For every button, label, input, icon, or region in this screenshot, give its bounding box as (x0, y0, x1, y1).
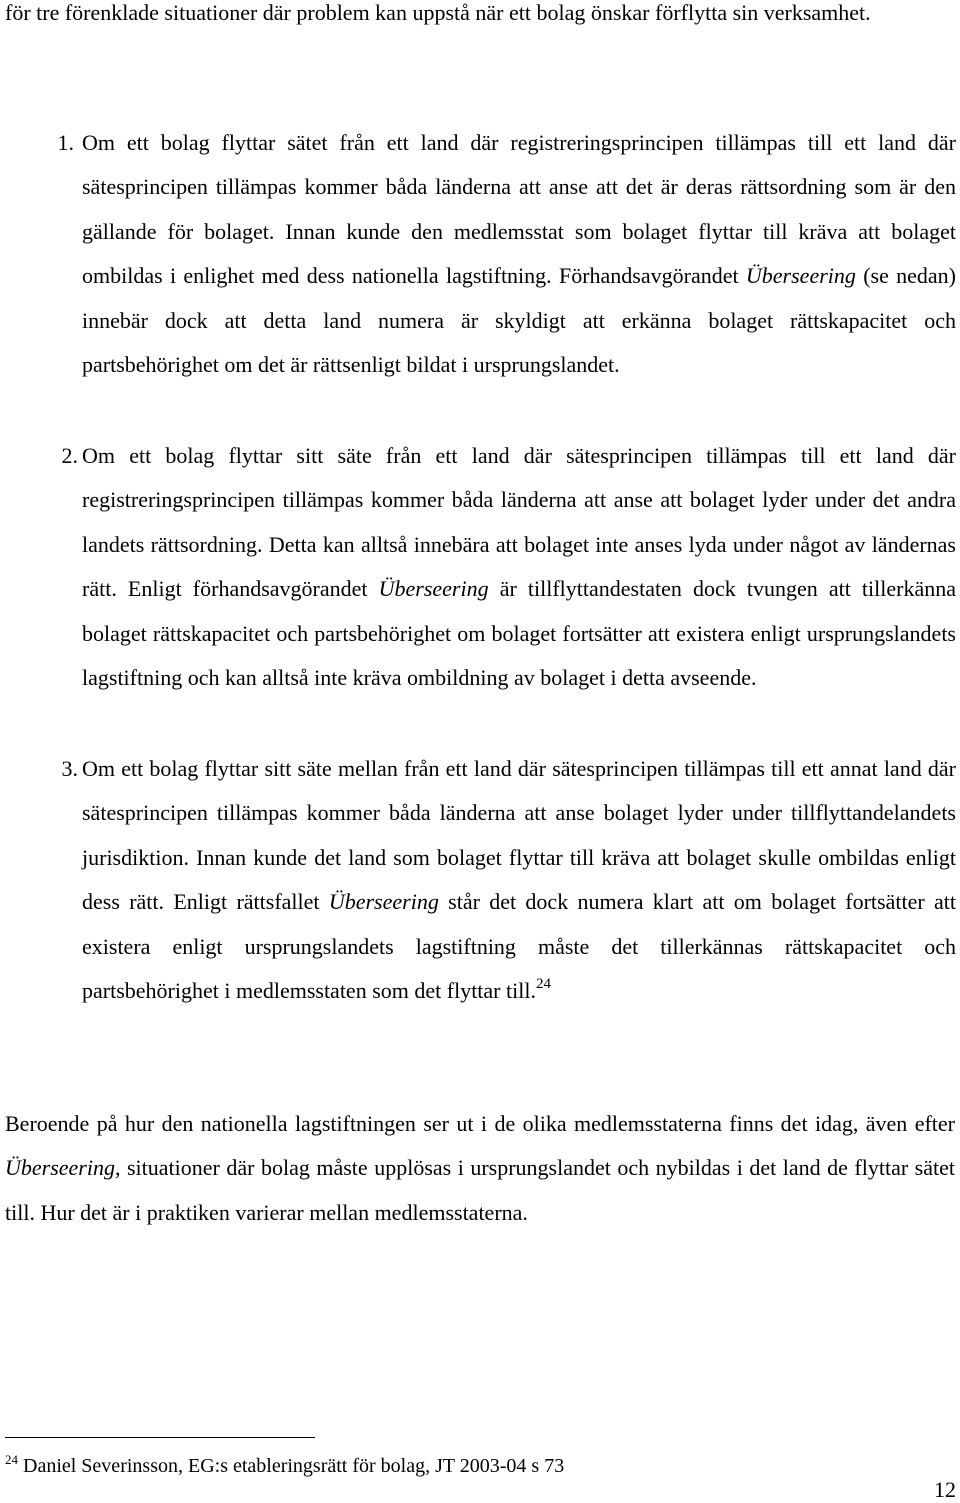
list-item-text: står det dock numera klart att om bolaget fortsätter att existera enligt ursprungslandets lagstiftning måste det tillerkännas rättskapacitet och partsbehörighet i medlemsstaten som det flyttar till. (82, 889, 956, 1004)
case-name: Überseering (378, 576, 489, 602)
list-item-text: är tillflyttandestaten dock tvungen att tillerkänna bolaget rättskapacitet och partsbehörighet om bolaget fortsätter att existera enligt ursprungslandets lagstiftning och kan alltså inte kräva ombildning av bolaget i detta avseende. (82, 576, 956, 691)
footnote-reference[interactable]: 24 (535, 976, 551, 993)
list-item-number: 3. (61, 756, 78, 781)
page-number: 12 (934, 1477, 956, 1502)
list-item (61, 747, 956, 1013)
intro-paragraph (5, 0, 955, 35)
case-name: Überseering (745, 263, 856, 289)
list-item (61, 434, 956, 700)
case-name: Überseering (328, 889, 439, 915)
case-name: Überseering (5, 1155, 115, 1181)
list-item-text: (se nedan) innebär dock att detta land numera är skyldigt att erkänna bolaget rättskapacitet och partsbehörighet om det är rättsenligt bildat i ursprungslandet. (82, 263, 957, 378)
closing-paragraph (5, 1102, 955, 1235)
list-item-text: Om ett bolag flyttar sätet från ett land där registreringsprincipen tillämpas till ett land där sätesprincipen tillämpas kommer båda länderna att anse att det är deras rättsordning som är den gällande för bolaget. Innan kunde den medlemsstat som bolaget flyttar till kräva att bolaget ombildas i enlighet med dess nationella lagstiftning. Förhandsavgörandet (82, 130, 956, 289)
footnote-number: 24 (5, 1452, 18, 1467)
closing-text: Beroende på hur den nationella lagstiftningen ser ut i de olika medlemsstaterna finns det idag, även efter (5, 1111, 955, 1136)
footnote-divider (5, 1437, 315, 1438)
list-item-number: 1. (57, 130, 74, 155)
closing-text: , situationer där bolag måste upplösas i ursprungslandet och nybildas i det land de flyttar sätet till. Hur det är i praktiken varierar mellan medlemsstaterna. (5, 1155, 955, 1225)
list-item-text: Om ett bolag flyttar sitt säte från ett land där sätesprincipen tillämpas till ett land där registreringsprincipen tillämpas kommer båda länderna att anse att bolaget lyder under det andra landets rättsordning. Detta kan alltså innebära att bolaget inte anses lyda under något av ländernas rätt. Enligt förhandsavgörandet (82, 443, 956, 602)
list-item-text: Om ett bolag flyttar sitt säte mellan från ett land där sätesprincipen tillämpas till ett annat land där sätesprincipen tillämpas kommer båda länderna att anse bolaget lyder under tillflyttandelandets jurisdiktion. Innan kunde det land som bolaget flyttar till kräva att bolaget skulle ombildas enligt dess rätt. Enligt rättsfallet (82, 756, 956, 915)
intro-text: för tre förenklade situationer där problem kan uppstå när ett bolag önskar förflytta sin verksamhet. (5, 0, 871, 25)
list-item (57, 121, 957, 387)
footnote-text: Daniel Severinsson, EG:s etableringsrätt för bolag, JT 2003-04 s 73 (23, 1455, 565, 1477)
list-item-number: 2. (61, 443, 78, 468)
footnote (5, 1452, 905, 1480)
